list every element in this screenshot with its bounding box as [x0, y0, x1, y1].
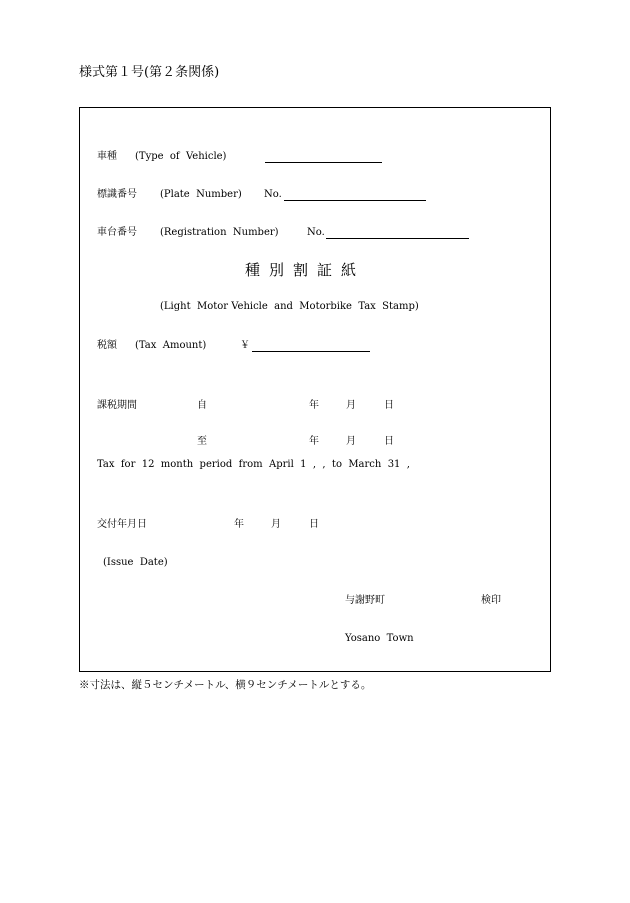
tax-period-english: Tax for 12 month period from April 1 , , to March 31 , [97, 459, 410, 470]
tax-period-from-year: 年 [309, 400, 319, 411]
seal-label: 検印 [481, 595, 501, 606]
registration-number-prefix: No. [307, 227, 325, 238]
tax-period-to: 至 [197, 436, 207, 447]
stamp-title: 種別割証紙 [245, 261, 366, 279]
registration-number-label-en: (Registration Number) [160, 227, 279, 238]
tax-period-to-year: 年 [309, 436, 319, 447]
stamp-subtitle: (Light Motor Vehicle and Motorbike Tax Stamp) [160, 301, 419, 312]
tax-period-to-month: 月 [346, 436, 356, 447]
tax-amount-currency: ￥ [240, 340, 250, 351]
tax-period-from-month: 月 [346, 400, 356, 411]
dimension-note: ※寸法は、縦５センチメートル、横９センチメートルとする。 [79, 679, 372, 691]
issuer-name: 与謝野町 [345, 595, 385, 606]
issue-date-day: 日 [309, 519, 319, 530]
tax-amount-label-en: (Tax Amount) [135, 340, 207, 351]
issue-date-label-en: (Issue Date) [103, 557, 168, 568]
registration-number-label: 車台番号 [97, 227, 137, 238]
form-number: 様式第１号(第２条関係) [79, 65, 220, 80]
tax-period-from-day: 日 [384, 400, 394, 411]
tax-amount-label: 税額 [97, 340, 117, 351]
issue-date-year: 年 [234, 519, 244, 530]
plate-number-label: 標識番号 [97, 189, 137, 200]
registration-number-field [326, 228, 469, 239]
issue-date-label: 交付年月日 [97, 519, 147, 530]
vehicle-type-field [265, 152, 382, 163]
issue-date-month: 月 [271, 519, 281, 530]
plate-number-label-en: (Plate Number) [160, 189, 242, 200]
vehicle-type-label: 車種 [97, 151, 117, 162]
tax-amount-field [252, 341, 370, 352]
tax-period-to-day: 日 [384, 436, 394, 447]
plate-number-field [284, 190, 426, 201]
issuer-name-en: Yosano Town [345, 633, 414, 644]
plate-number-prefix: No. [264, 189, 282, 200]
vehicle-type-label-en: (Type of Vehicle) [135, 151, 227, 162]
tax-period-label: 課税期間 [97, 400, 137, 411]
tax-period-from: 自 [197, 400, 207, 411]
